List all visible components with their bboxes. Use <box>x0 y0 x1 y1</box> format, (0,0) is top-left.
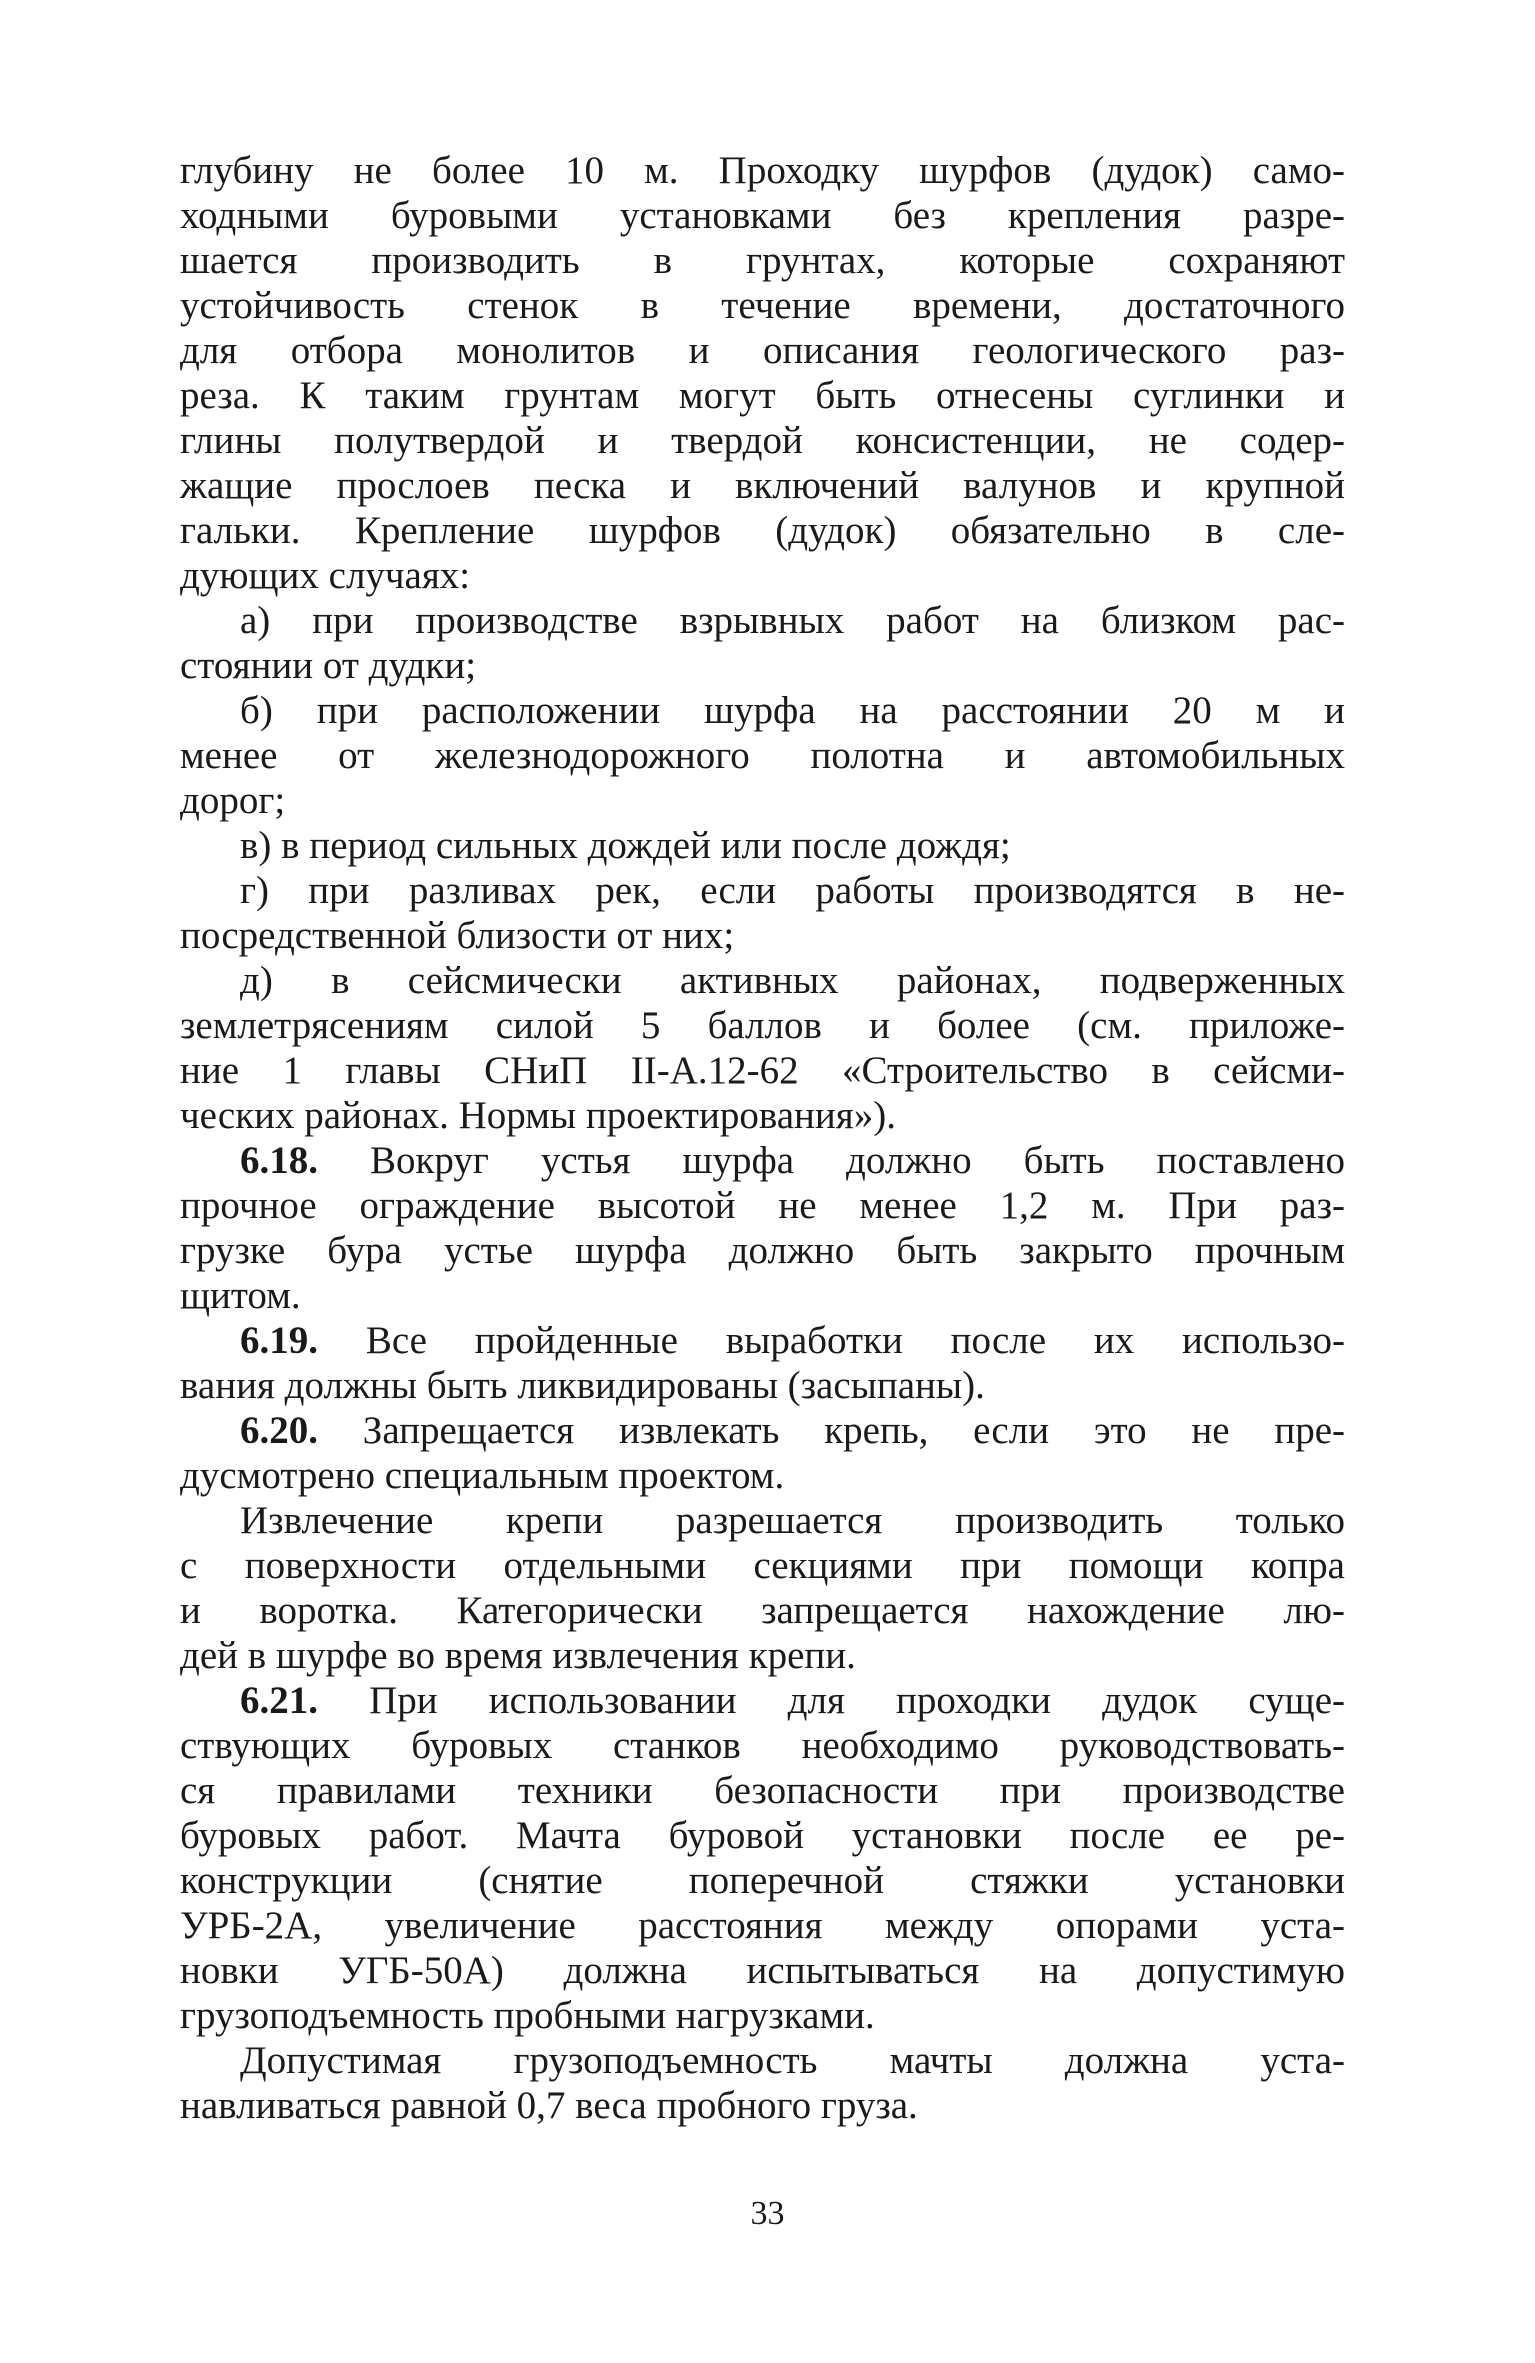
line-text: щитом. <box>180 1274 301 1317</box>
line-text: ческих районах. Нормы проектирования»). <box>180 1094 896 1137</box>
section-number: 6.19. <box>240 1319 318 1362</box>
line-text: менее от железнодорожного полотна и автомобильных <box>180 734 1345 777</box>
text-line <box>180 1363 1345 1408</box>
line-text: ствующих буровых станков необходимо руководствовать- <box>180 1724 1345 1767</box>
text-line <box>180 238 1345 283</box>
line-text: для отбора монолитов и описания геологического раз- <box>180 329 1345 372</box>
line-text: вания должны быть ликвидированы (засыпаны). <box>180 1364 985 1407</box>
text-line <box>180 1768 1345 1813</box>
text-line <box>180 283 1345 328</box>
text-line <box>180 598 1345 643</box>
line-text: г) при разливах рек, если работы производятся в не- <box>240 869 1345 912</box>
line-text: стоянии от дудки; <box>180 644 477 687</box>
paragraph-p-620 <box>180 1408 1345 1498</box>
line-text: в) в период сильных дождей или после дождя; <box>240 824 1011 867</box>
text-line <box>180 823 1345 868</box>
text-line <box>180 463 1345 508</box>
line-text: с поверхности отдельными секциями при помощи копра <box>180 1544 1345 1587</box>
text-line <box>180 868 1345 913</box>
line-text: устойчивость стенок в течение времени, достаточного <box>180 284 1345 327</box>
line-text: Вокруг устья шурфа должно быть поставлено <box>318 1139 1345 1182</box>
line-text: дей в шурфе во время извлечения крепи. <box>180 1634 856 1677</box>
line-text: ся правилами техники безопасности при производстве <box>180 1769 1345 1812</box>
text-line <box>180 1543 1345 1588</box>
line-text: конструкции (снятие поперечной стяжки установки <box>180 1859 1345 1902</box>
text-line <box>180 1408 1345 1453</box>
text-line <box>180 1588 1345 1633</box>
text-line <box>180 1318 1345 1363</box>
line-text: д) в сейсмически активных районах, подверженных <box>240 959 1345 1002</box>
paragraph-p-621 <box>180 1678 1345 2038</box>
text-line <box>180 1993 1345 2038</box>
line-text: Допустимая грузоподъемность мачты должна уста- <box>240 2039 1345 2082</box>
text-line <box>180 1858 1345 1903</box>
line-text: и воротка. Категорически запрещается нахождение лю- <box>180 1589 1345 1632</box>
paragraph-p-619 <box>180 1318 1345 1408</box>
text-line <box>180 193 1345 238</box>
line-text: посредственной близости от них; <box>180 914 735 957</box>
paragraph-p-b <box>180 688 1345 823</box>
text-line <box>180 328 1345 373</box>
text-line <box>180 688 1345 733</box>
line-text: шается производить в грунтах, которые сохраняют <box>180 239 1345 282</box>
paragraph-p-618 <box>180 1138 1345 1318</box>
line-text: буровых работ. Мачта буровой установки после ее ре- <box>180 1814 1345 1857</box>
text-line <box>180 1093 1345 1138</box>
line-text: дусмотрено специальным проектом. <box>180 1454 785 1497</box>
line-text: Все пройденные выработки после их использо- <box>318 1319 1345 1362</box>
line-text: глины полутвердой и твердой консистенции, не содер- <box>180 419 1345 462</box>
line-text: реза. К таким грунтам могут быть отнесены суглинки и <box>180 374 1345 417</box>
line-text: дорог; <box>180 779 286 822</box>
line-text: новки УГБ-50А) должна испытываться на допустимую <box>180 1949 1345 1992</box>
text-line <box>180 1138 1345 1183</box>
text-line <box>180 373 1345 418</box>
text-line <box>180 1273 1345 1318</box>
page-body <box>180 148 1345 2128</box>
paragraph-p-v <box>180 823 1345 868</box>
paragraph-p-a <box>180 598 1345 688</box>
text-line <box>180 1723 1345 1768</box>
line-text: ние 1 главы СНиП II-А.12-62 «Строительство в сейсми- <box>180 1049 1345 1092</box>
line-text: жащие прослоев песка и включений валунов и крупной <box>180 464 1345 507</box>
line-text: гальки. Крепление шурфов (дудок) обязательно в сле- <box>180 509 1345 552</box>
line-text: б) при расположении шурфа на расстоянии 20 м и <box>240 689 1345 732</box>
text-line <box>180 1903 1345 1948</box>
text-line <box>180 1228 1345 1273</box>
line-text: Запрещается извлекать крепь, если это не пре- <box>318 1409 1345 1452</box>
line-text: грузке бура устье шурфа должно быть закрыто прочным <box>180 1229 1345 1272</box>
text-line <box>180 2083 1345 2128</box>
text-line <box>180 1003 1345 1048</box>
paragraph-p-620b <box>180 1498 1345 1678</box>
text-line <box>180 778 1345 823</box>
paragraph-p-621b <box>180 2038 1345 2128</box>
text-line <box>180 913 1345 958</box>
text-line <box>180 1633 1345 1678</box>
line-text: прочное ограждение высотой не менее 1,2 м. При раз- <box>180 1184 1345 1227</box>
text-line <box>180 1498 1345 1543</box>
text-line <box>180 2038 1345 2083</box>
line-text: ходными буровыми установками без крепления разре- <box>180 194 1345 237</box>
line-text: грузоподъемность пробными нагрузками. <box>180 1994 875 2037</box>
text-line <box>180 1453 1345 1498</box>
line-text: УРБ-2А, увеличение расстояния между опорами уста- <box>180 1904 1345 1947</box>
line-text: землетрясениям силой 5 баллов и более (см. приложе- <box>180 1004 1345 1047</box>
text-line <box>180 1678 1345 1723</box>
section-number: 6.21. <box>240 1679 318 1722</box>
line-text: При использовании для проходки дудок суще- <box>318 1679 1345 1722</box>
line-text: дующих случаях: <box>180 554 471 597</box>
text-line <box>180 1948 1345 1993</box>
text-line <box>180 1183 1345 1228</box>
text-line <box>180 733 1345 778</box>
section-number: 6.18. <box>240 1139 318 1182</box>
paragraph-p-d <box>180 958 1345 1138</box>
line-text: а) при производстве взрывных работ на близком рас- <box>240 599 1345 642</box>
section-number: 6.20. <box>240 1409 318 1452</box>
paragraph-p-g <box>180 868 1345 958</box>
line-text: Извлечение крепи разрешается производить только <box>240 1499 1345 1542</box>
line-text: навливаться равной 0,7 веса пробного груза. <box>180 2084 918 2127</box>
text-line <box>180 553 1345 598</box>
text-line <box>180 418 1345 463</box>
text-line <box>180 643 1345 688</box>
text-line <box>180 1048 1345 1093</box>
text-line <box>180 958 1345 1003</box>
page-number: 33 <box>750 2195 785 2232</box>
text-line <box>180 508 1345 553</box>
text-line <box>180 148 1345 193</box>
line-text: глубину не более 10 м. Проходку шурфов (дудок) само- <box>180 149 1345 192</box>
text-line <box>180 1813 1345 1858</box>
paragraph-p-intro <box>180 148 1345 598</box>
